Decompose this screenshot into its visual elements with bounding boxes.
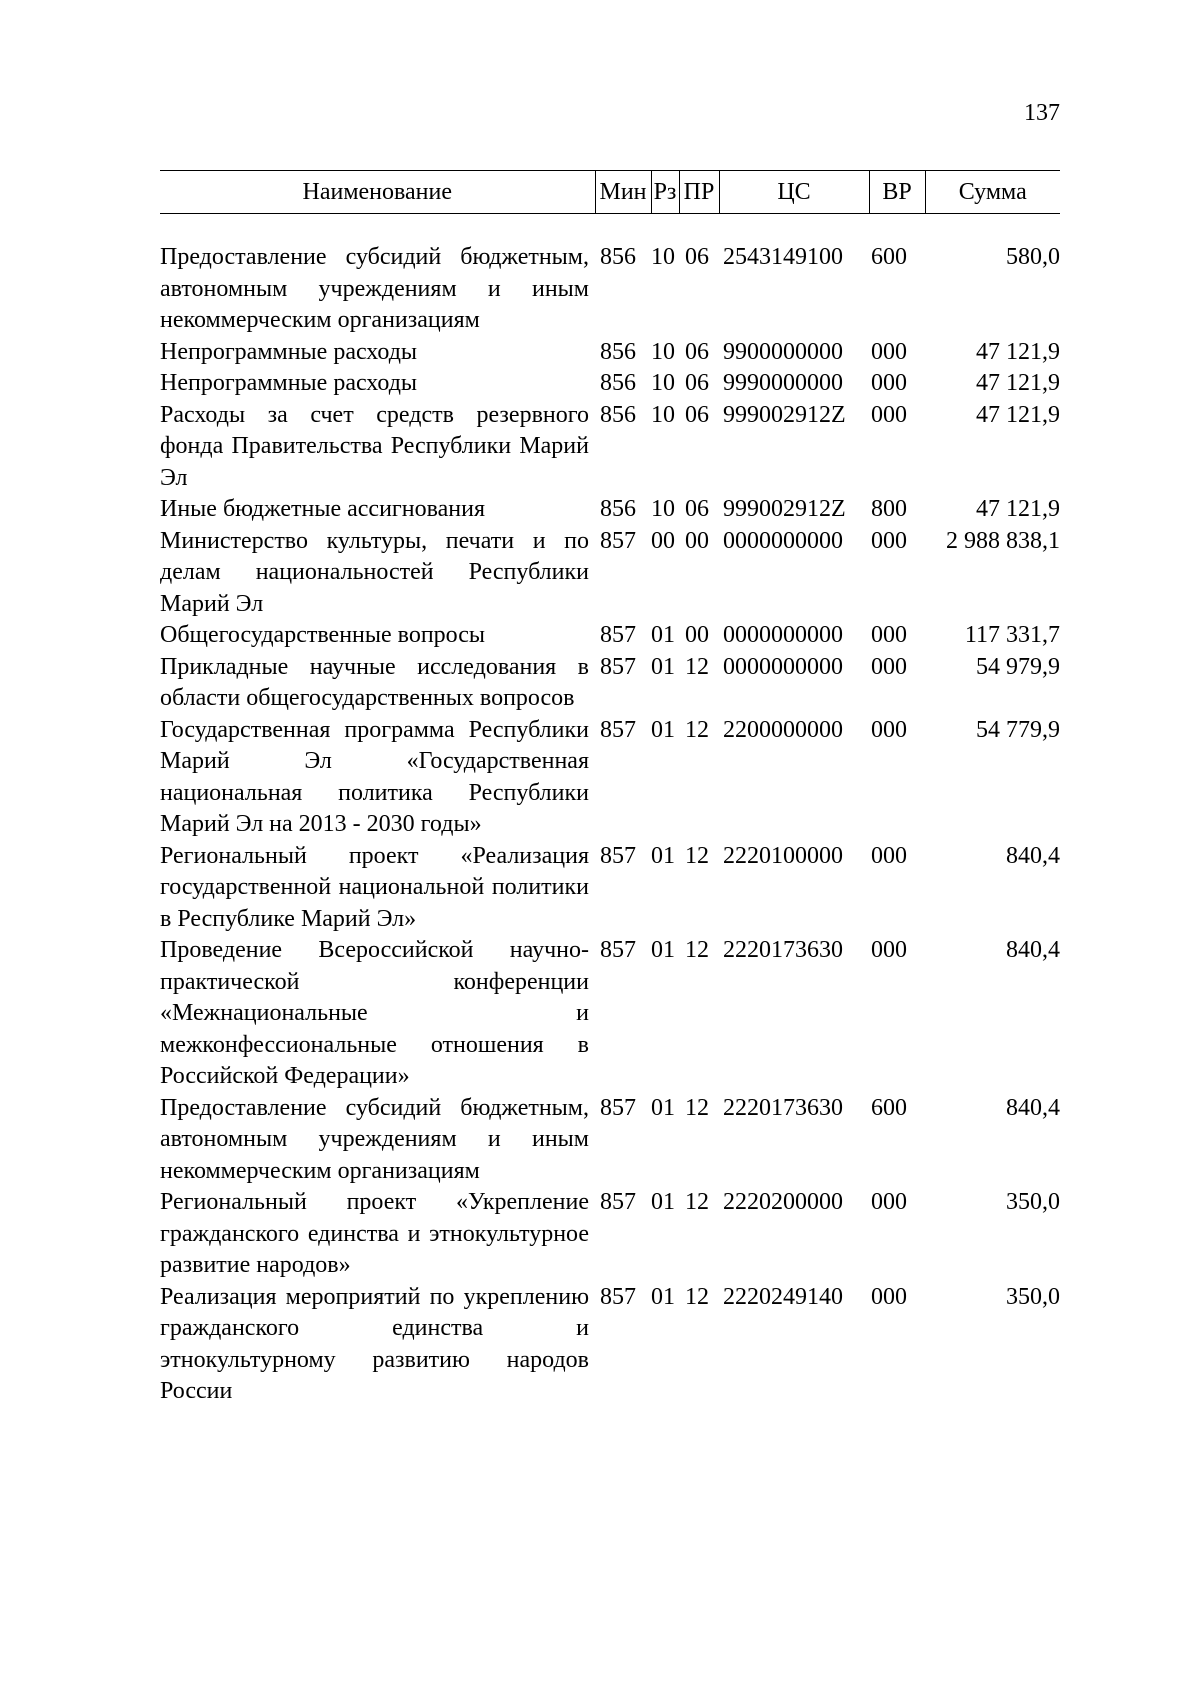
cell-sum: 47 121,9	[976, 338, 1060, 365]
cell-pr: 06	[685, 338, 709, 365]
cell-sum: 350,0	[1006, 1189, 1060, 1215]
cell-min: 857	[600, 842, 636, 869]
cell-vr: 000	[871, 842, 907, 869]
table-row	[160, 337, 1060, 369]
cell-name: Непрограммные расходы	[160, 370, 418, 396]
cell-cs: 2543149100	[723, 244, 843, 270]
cell-name: Региональный проект «Реализация государственной национальной политики в Республике Марий Эл»	[160, 842, 589, 932]
cell-cs: 2220200000	[723, 1189, 843, 1215]
cell-sum: 117 331,7	[964, 622, 1060, 648]
header-sum: Сумма	[925, 171, 1060, 214]
cell-vr: 000	[871, 370, 907, 396]
cell-sum: 2 988 838,1	[946, 527, 1060, 554]
cell-cs: 999002912Z	[723, 401, 846, 428]
cell-cs: 9990000000	[723, 370, 843, 396]
cell-name: Реализация мероприятий по укреплению гражданского единства и этнокультурному развитию народов России	[160, 1283, 589, 1404]
header-name: Наименование	[160, 171, 595, 214]
cell-vr: 000	[871, 653, 907, 680]
cell-rz: 01	[651, 1094, 675, 1121]
cell-cs: 2200000000	[723, 716, 843, 743]
table-header-row	[160, 171, 1060, 214]
cell-pr: 12	[685, 1189, 709, 1215]
cell-min: 856	[600, 496, 636, 522]
cell-name: Проведение Всероссийской научно-практической конференции «Межнациональные и межконфессиональные отношения в Российской Федерации»	[160, 937, 589, 1089]
cell-rz: 01	[651, 1189, 675, 1215]
cell-pr: 00	[685, 622, 709, 648]
cell-vr: 600	[871, 1094, 907, 1121]
cell-name: Прикладные научные исследования в области общегосударственных вопросов	[160, 653, 589, 711]
cell-pr: 06	[685, 496, 709, 522]
header-rz: Рз	[651, 171, 679, 214]
cell-min: 856	[600, 244, 636, 270]
cell-pr: 12	[685, 653, 709, 680]
cell-sum: 54 979,9	[976, 653, 1060, 680]
table-row	[160, 652, 1060, 715]
cell-pr: 12	[685, 1283, 709, 1310]
cell-cs: 0000000000	[723, 653, 843, 680]
cell-name: Общегосударственные вопросы	[160, 622, 486, 648]
cell-sum: 47 121,9	[976, 401, 1060, 428]
table-body	[160, 242, 1060, 1408]
cell-rz: 10	[651, 338, 675, 365]
cell-vr: 000	[871, 716, 907, 743]
cell-pr: 06	[685, 370, 709, 396]
cell-min: 857	[600, 653, 636, 680]
cell-name: Региональный проект «Укрепление гражданского единства и этнокультурное развитие народов»	[160, 1189, 589, 1278]
cell-min: 857	[600, 1283, 636, 1310]
cell-cs: 2220249140	[723, 1283, 843, 1310]
cell-min: 857	[600, 937, 636, 963]
cell-min: 856	[600, 338, 636, 365]
cell-pr: 12	[685, 842, 709, 869]
table-row	[160, 935, 1060, 1093]
cell-min: 857	[600, 716, 636, 743]
cell-cs: 2220173630	[723, 1094, 843, 1121]
header-min: Мин	[595, 171, 651, 214]
header-pr: ПР	[679, 171, 719, 214]
cell-rz: 01	[651, 653, 675, 680]
table-row	[160, 1282, 1060, 1408]
cell-sum: 54 779,9	[976, 716, 1060, 743]
cell-vr: 000	[871, 937, 907, 963]
cell-name: Государственная программа Республики Марий Эл «Государственная национальная политика Республики Марий Эл на 2013 - 2030 годы»	[160, 716, 589, 837]
cell-sum: 840,4	[1006, 937, 1060, 963]
cell-sum: 47 121,9	[976, 370, 1060, 396]
header-vr: ВР	[869, 171, 925, 214]
cell-rz: 10	[651, 244, 675, 270]
cell-name: Расходы за счет средств резервного фонда Правительства Республики Марий Эл	[160, 401, 589, 491]
cell-pr: 06	[685, 244, 709, 270]
table-row	[160, 242, 1060, 337]
cell-pr: 00	[685, 527, 709, 554]
cell-rz: 00	[651, 527, 675, 554]
cell-min: 857	[600, 622, 636, 648]
cell-sum: 840,4	[1006, 1094, 1060, 1121]
cell-rz: 01	[651, 622, 675, 648]
cell-name: Предоставление субсидий бюджетным, автономным учреждениям и иным некоммерческим организациям	[160, 244, 589, 333]
cell-rz: 10	[651, 496, 675, 522]
budget-table	[160, 170, 1060, 1408]
cell-vr: 000	[871, 1283, 907, 1310]
cell-vr: 000	[871, 338, 907, 365]
table-row	[160, 526, 1060, 621]
page-number: 137	[1024, 100, 1060, 126]
cell-pr: 06	[685, 401, 709, 428]
cell-min: 857	[600, 527, 636, 554]
cell-rz: 01	[651, 716, 675, 743]
table-row	[160, 400, 1060, 495]
cell-vr: 000	[871, 622, 907, 648]
table-row	[160, 620, 1060, 652]
cell-sum: 580,0	[1006, 244, 1060, 270]
cell-rz: 01	[651, 842, 675, 869]
cell-pr: 12	[685, 1094, 709, 1121]
table-row	[160, 841, 1060, 936]
cell-vr: 000	[871, 527, 907, 554]
cell-cs: 0000000000	[723, 527, 843, 554]
cell-pr: 12	[685, 937, 709, 963]
cell-sum: 840,4	[1006, 842, 1060, 869]
cell-cs: 2220173630	[723, 937, 843, 963]
cell-name: Предоставление субсидий бюджетным, автономным учреждениям и иным некоммерческим организациям	[160, 1094, 589, 1184]
table-row	[160, 1093, 1060, 1188]
cell-cs: 9900000000	[723, 338, 843, 365]
cell-sum: 350,0	[1006, 1283, 1060, 1310]
cell-vr: 000	[871, 1189, 907, 1215]
cell-rz: 01	[651, 1283, 675, 1310]
table-row	[160, 368, 1060, 400]
cell-cs: 0000000000	[723, 622, 843, 648]
cell-sum: 47 121,9	[976, 496, 1060, 522]
table-row	[160, 494, 1060, 526]
cell-vr: 000	[871, 401, 907, 428]
cell-rz: 10	[651, 370, 675, 396]
cell-rz: 10	[651, 401, 675, 428]
cell-min: 857	[600, 1094, 636, 1121]
cell-min: 856	[600, 370, 636, 396]
table-row	[160, 1187, 1060, 1282]
cell-min: 857	[600, 1189, 636, 1215]
cell-rz: 01	[651, 937, 675, 963]
cell-vr: 600	[871, 244, 907, 270]
cell-min: 856	[600, 401, 636, 428]
cell-name: Иные бюджетные ассигнования	[160, 496, 485, 522]
cell-name: Непрограммные расходы	[160, 338, 418, 365]
header-cs: ЦС	[719, 171, 869, 214]
cell-cs: 2220100000	[723, 842, 843, 869]
cell-vr: 800	[871, 496, 907, 522]
table-row	[160, 715, 1060, 841]
cell-name: Министерство культуры, печати и по делам национальностей Республики Марий Эл	[160, 527, 589, 617]
cell-pr: 12	[685, 716, 709, 743]
cell-cs: 999002912Z	[723, 496, 846, 522]
